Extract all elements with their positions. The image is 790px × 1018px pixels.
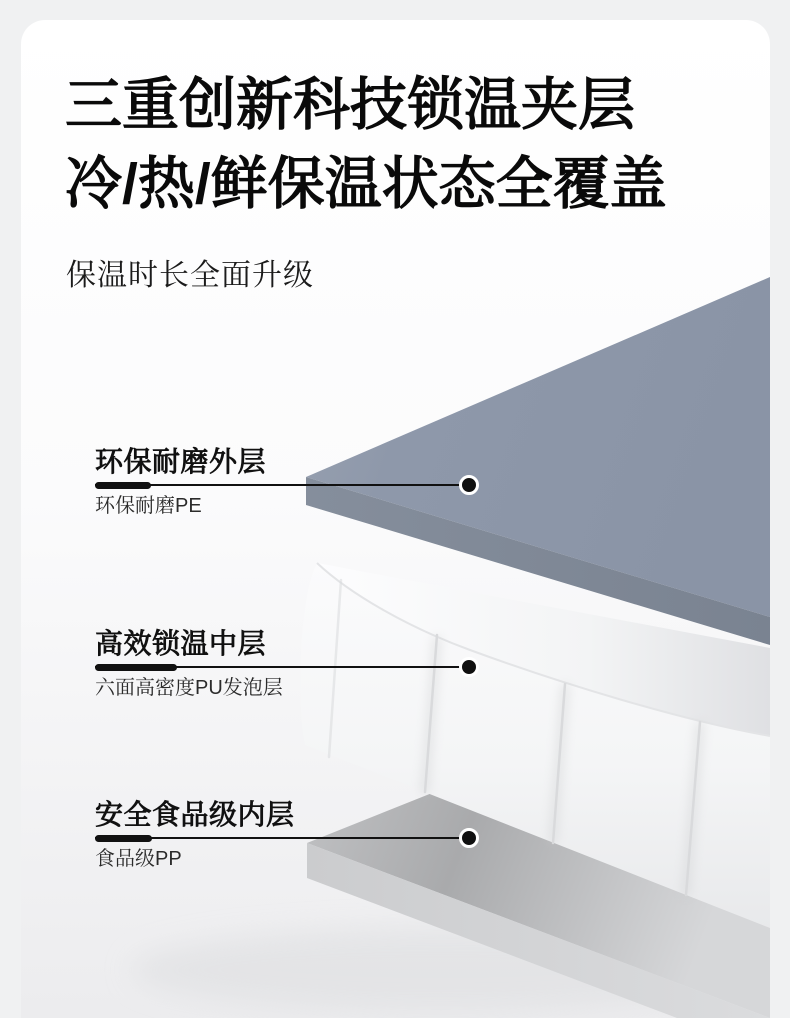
page-subtitle: 保温时长全面升级 — [66, 259, 314, 292]
callout-inner-layer — [95, 799, 525, 879]
callout-middle-layer — [95, 628, 525, 708]
callout-outer-layer-material: 环保耐磨PE — [95, 495, 202, 517]
callout-middle-layer-title: 高效锁温中层 — [95, 628, 267, 659]
title-line-2: 冷/热/鲜保温状态全覆盖 — [65, 152, 667, 216]
callout-inner-layer-material: 食品级PP — [95, 848, 182, 870]
callout-outer-layer — [95, 446, 525, 526]
callout-outer-layer-line — [95, 484, 469, 486]
callout-middle-layer-bar — [95, 664, 177, 671]
callout-inner-layer-title: 安全食品级内层 — [95, 799, 295, 830]
callout-outer-layer-dot — [459, 475, 479, 495]
title-line-1: 三重创新科技锁温夹层 — [65, 73, 635, 137]
callout-middle-layer-dot — [459, 657, 479, 677]
callout-middle-layer-material: 六面高密度PU发泡层 — [95, 677, 283, 699]
page-title — [65, 66, 667, 224]
callout-outer-layer-title: 环保耐磨外层 — [95, 446, 267, 477]
product-info-card — [21, 20, 770, 1018]
callout-inner-layer-dot — [459, 828, 479, 848]
callout-inner-layer-bar — [95, 835, 152, 842]
callout-outer-layer-bar — [95, 482, 151, 489]
